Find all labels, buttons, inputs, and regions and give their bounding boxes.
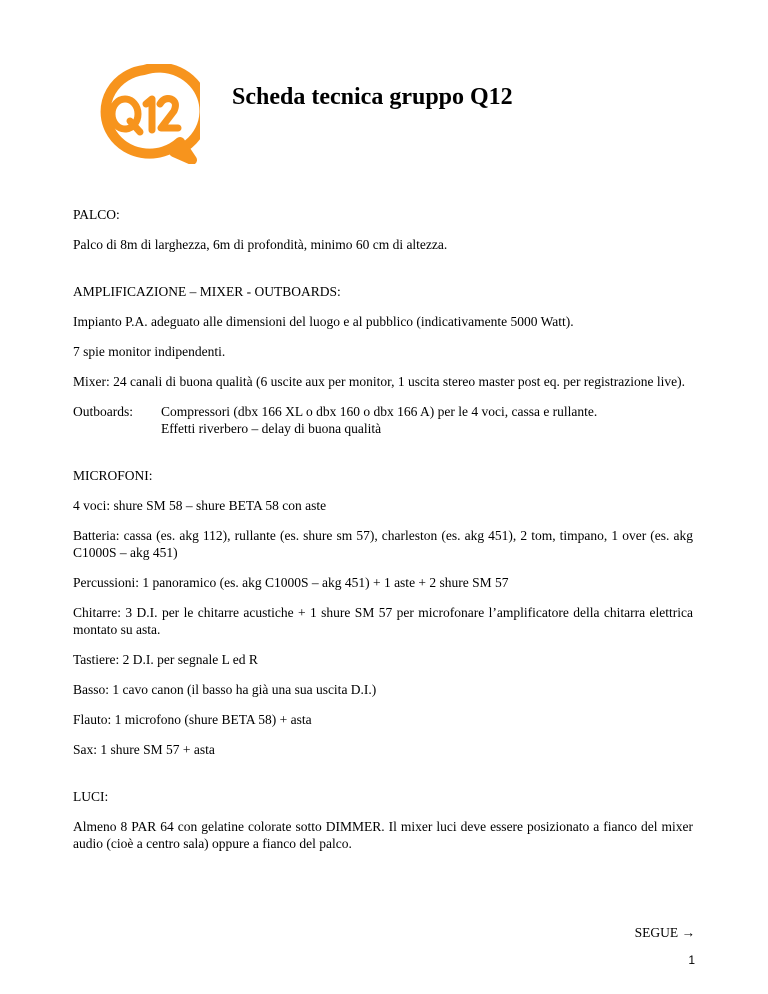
q12-logo-graphic (88, 64, 200, 164)
microfoni-line: Percussioni: 1 panoramico (es. akg C1000S – akg 451) + 1 aste + 2 shure SM 57 (73, 575, 509, 590)
outboards-line: Compressori (dbx 166 XL o dbx 160 o dbx 166 A) per le 4 voci, cassa e rullante. (161, 404, 598, 419)
microfoni-line: Sax: 1 shure SM 57 + asta (73, 742, 215, 757)
microfoni-line: Chitarre: 3 D.I. per le chitarre acustiche + 1 shure SM 57 per microfonare l’amplificatore della chitarra elettrica montato su asta. (73, 605, 693, 637)
luci-line: Almeno 8 PAR 64 con gelatine colorate sotto DIMMER. Il mixer luci deve essere posizionato a fianco del mixer audio (cioè a centro sala) oppure a fianco del palco. (73, 819, 693, 851)
page-number: 1 (688, 953, 695, 967)
section-heading-amplificazione: AMPLIFICAZIONE – MIXER - OUTBOARDS: (73, 284, 341, 299)
outboards-row (73, 403, 693, 437)
microfoni-line: Flauto: 1 microfono (shure BETA 58) + asta (73, 712, 312, 727)
amplificazione-line: Mixer: 24 canali di buona qualità (6 uscite aux per monitor, 1 uscita stereo master post eq. per registrazione live). (73, 374, 686, 389)
microfoni-line: Basso: 1 cavo canon (il basso ha già una sua uscita D.I.) (73, 682, 377, 697)
microfoni-line: Batteria: cassa (es. akg 112), rullante (es. shure sm 57), charleston (es. akg 451), 2 tom, timpano, 1 over (es. akg C1000S – akg 451) (73, 528, 693, 560)
amplificazione-line: 7 spie monitor indipendenti. (73, 344, 226, 359)
q12-logo (88, 64, 200, 164)
section-heading-palco: PALCO: (73, 207, 120, 222)
document-body (73, 206, 693, 852)
palco-line: Palco di 8m di larghezza, 6m di profondità, minimo 60 cm di altezza. (73, 237, 448, 252)
section-heading-microfoni: MICROFONI: (73, 468, 153, 483)
segue-label (635, 925, 695, 941)
amplificazione-line: Impianto P.A. adeguato alle dimensioni del luogo e al pubblico (indicativamente 5000 Watt). (73, 314, 574, 329)
segue-text: SEGUE (634, 925, 679, 940)
outboards-label: Outboards: (73, 404, 133, 419)
page-title: Scheda tecnica gruppo Q12 (232, 84, 513, 110)
right-arrow-icon: → (681, 925, 695, 940)
outboards-line: Effetti riverbero – delay di buona qualità (161, 421, 382, 436)
section-heading-luci: LUCI: (73, 789, 109, 804)
microfoni-line: Tastiere: 2 D.I. per segnale L ed R (73, 652, 258, 667)
microfoni-line: 4 voci: shure SM 58 – shure BETA 58 con aste (73, 498, 327, 513)
